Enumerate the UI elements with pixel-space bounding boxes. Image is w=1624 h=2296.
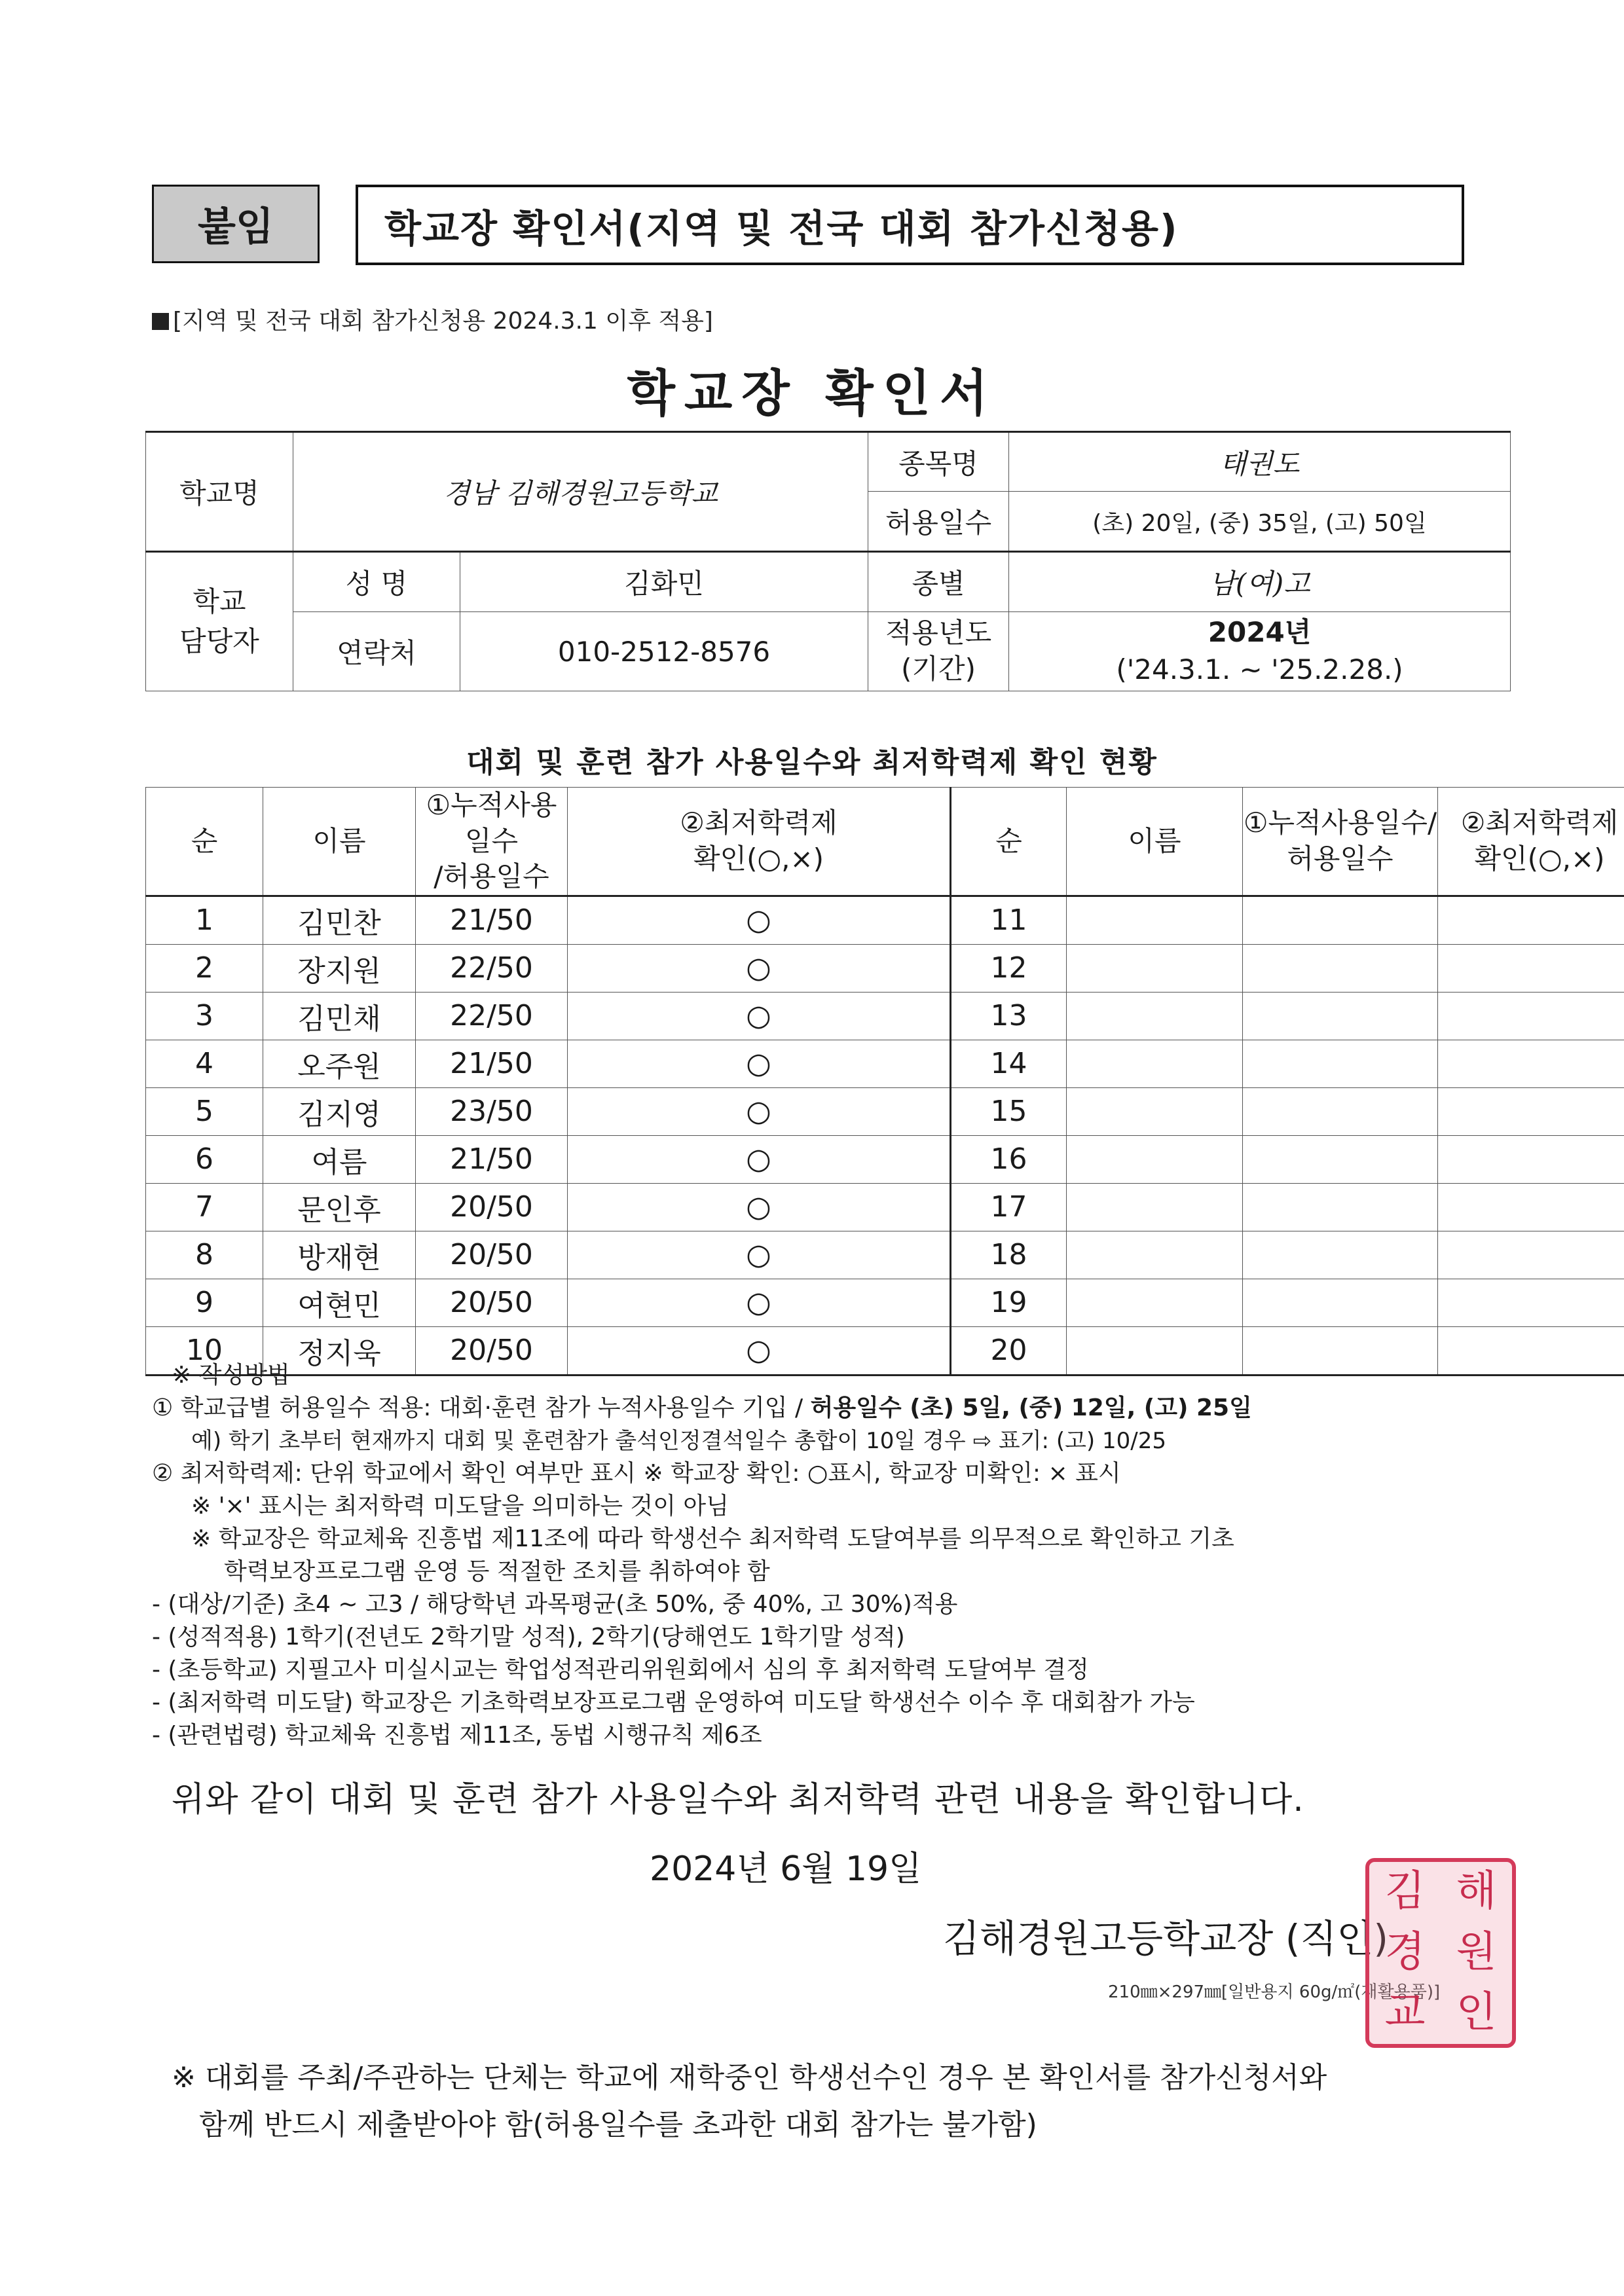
row-name: 장지원 [263,944,416,992]
header-name: 이름 [263,788,416,896]
notes-heading: ※ 작성방법 [172,1362,290,1389]
table-row [146,1231,1624,1279]
row-name-2 [1067,896,1243,944]
row-name-2 [1067,1279,1243,1326]
row-no-2: 16 [951,1135,1067,1183]
header-no-2: 순 [951,788,1067,896]
row-name: 방재현 [263,1231,416,1279]
row-days: 20/50 [416,1183,568,1231]
detail-2: - (성적적용) 1학기(전년도 2학기말 성적), 2학기(당해연도 1학기말 성적) [152,1624,905,1650]
period-value: ('24.3.1. ~ '25.2.28.) [1116,653,1403,685]
table-header-row [146,788,1624,896]
row-no-2: 17 [951,1183,1067,1231]
footer-line-2: 함께 반드시 제출받아야 함(허용일수를 초과한 대회 참가는 불가함) [172,2108,1037,2141]
row-no: 5 [146,1087,263,1135]
row-no: 2 [146,944,263,992]
square-bullet-icon [152,313,169,330]
note-2-b: ※ 학교장은 학교체육 진흥법 제11조에 따라 학생선수 최저학력 도달여부를 의무적으로 확인하고 기초 [191,1525,1234,1552]
detail-4: - (최저학력 미도달) 학교장은 기초학력보장프로그램 운영하여 미도달 학생선수 이수 후 대회참가 가능 [152,1689,1195,1716]
row-days: 20/50 [416,1326,568,1375]
row-no: 4 [146,1040,263,1087]
name-label: 성 명 [293,552,460,612]
table-row [146,992,1624,1040]
note-1 [152,1392,1527,1425]
row-days-2 [1243,1087,1438,1135]
detail-3: - (초등학교) 지필고사 미실시교는 학업성적관리위원회에서 심의 후 최저학력 도달여부 결정 [152,1656,1089,1683]
row-no: 10 [146,1326,263,1375]
row-days-2 [1243,992,1438,1040]
row-days-2 [1243,1183,1438,1231]
allowed-days-label: 허용일수 [868,492,1009,552]
row-check-2 [1438,1231,1624,1279]
row-check: ○ [568,1231,951,1279]
row-name: 김민채 [263,992,416,1040]
year-cell [1009,612,1511,691]
note-1-example: 예) 학기 초부터 현재까지 대회 및 훈련참가 출석인정결석일수 총합이 10일 경우 ⇨ 표기: (고) 10/25 [191,1428,1166,1454]
row-check: ○ [568,1183,951,1231]
row-name-2 [1067,1231,1243,1279]
footer-line-1: ※ 대회를 주최/주관하는 단체는 학교에 재학중인 학생선수인 경우 본 확인서를 참가신청서와 [172,2061,1327,2094]
row-no-2: 20 [951,1326,1067,1375]
row-check-2 [1438,1279,1624,1326]
row-days: 20/50 [416,1231,568,1279]
note-1-bold: 허용일수 (초) 5일, (중) 12일, (고) 25일 [810,1394,1252,1421]
row-no: 9 [146,1279,263,1326]
seal-char: 인 [1456,1988,1497,2037]
row-days: 20/50 [416,1279,568,1326]
year-value: 2024년 [1208,616,1312,649]
confirmation-statement: 위와 같이 대회 및 훈련 참가 사용일수와 최저학력 관련 내용을 확인합니다. [172,1780,1304,1819]
row-no-2: 19 [951,1279,1067,1326]
row-name-2 [1067,1183,1243,1231]
row-check: ○ [568,992,951,1040]
row-check-2 [1438,1040,1624,1087]
signing-date: 2024년 6월 19일 [650,1850,922,1889]
table-row [146,1183,1624,1231]
document-header-title-text: 학교장 확인서(지역 및 전국 대회 참가신청용) [384,206,1179,251]
school-info-table [145,431,1511,691]
header-name-2: 이름 [1067,788,1243,896]
row-name: 여름 [263,1135,416,1183]
note-2: ② 최저학력제: 단위 학교에서 확인 여부만 표시 ※ 학교장 확인: ○표시, 학교장 미확인: × 표시 [152,1460,1121,1487]
header-no: 순 [146,788,263,896]
official-seal [1365,1858,1516,2048]
row-check: ○ [568,1087,951,1135]
school-label: 학교명 [146,432,293,552]
row-no: 3 [146,992,263,1040]
seal-char: 교 [1384,1988,1426,2037]
header-days: ①누적사용일수 /허용일수 [416,788,568,896]
row-days-2 [1243,1231,1438,1279]
table-row [146,1279,1624,1326]
footer-note [172,2054,1327,2149]
document-header-title [356,185,1464,265]
row-name-2 [1067,1135,1243,1183]
seal-char: 경 [1384,1927,1426,1977]
row-check: ○ [568,1135,951,1183]
row-check: ○ [568,1326,951,1375]
name-value: 김화민 [460,552,868,612]
row-name-2 [1067,992,1243,1040]
row-check: ○ [568,944,951,992]
table-row [146,944,1624,992]
row-days-2 [1243,896,1438,944]
table-row [146,1135,1624,1183]
manager-label: 학교 담당자 [146,552,293,691]
apply-note [152,302,713,336]
row-days-2 [1243,1135,1438,1183]
school-value: 경남 김해경원고등학교 [293,432,868,552]
gender-label: 종별 [868,552,1009,612]
sport-label: 종목명 [868,432,1009,492]
row-check-2 [1438,1135,1624,1183]
table-row [146,1087,1624,1135]
row-days-2 [1243,944,1438,992]
principal-signature-line: 김해경원고등학교장 (직인) [943,1916,1389,1961]
row-no-2: 15 [951,1087,1067,1135]
row-name: 여현민 [263,1279,416,1326]
row-days-2 [1243,1040,1438,1087]
attachment-tag-text: 붙임 [198,204,274,250]
note-2-a: ※ '×' 표시는 최저학력 미도달을 의미하는 것이 아님 [191,1493,729,1520]
section-title: 대회 및 훈련 참가 사용일수와 최저학력제 확인 현황 [466,746,1158,779]
apply-note-text: [지역 및 전국 대회 참가신청용 2024.3.1 이후 적용] [173,308,713,335]
attachment-tag [152,185,320,263]
allowed-days-value: (초) 20일, (중) 35일, (고) 50일 [1009,492,1511,552]
detail-5: - (관련법령) 학교체육 진흥법 제11조, 동법 시행규칙 제6조 [152,1722,762,1749]
row-days: 21/50 [416,1135,568,1183]
row-check: ○ [568,896,951,944]
row-no-2: 12 [951,944,1067,992]
note-1-text: ① 학교급별 허용일수 적용: 대회·훈련 참가 누적사용일수 기입 / [152,1394,811,1421]
row-check-2 [1438,992,1624,1040]
row-days: 21/50 [416,1040,568,1087]
row-no-2: 11 [951,896,1067,944]
row-no: 7 [146,1183,263,1231]
contact-value: 010-2512-8576 [460,612,868,691]
row-name: 정지욱 [263,1326,416,1375]
header-check: ②최저학력제 확인(○,×) [568,788,951,896]
seal-char: 김 [1384,1867,1426,1916]
row-name: 김지영 [263,1087,416,1135]
row-no: 1 [146,896,263,944]
row-check-2 [1438,944,1624,992]
page-title: 학교장 확인서 [627,364,997,422]
row-no-2: 18 [951,1231,1067,1279]
gender-value: 남(여)고 [1009,552,1511,612]
row-days: 21/50 [416,896,568,944]
header-days-2: ①누적사용일수/ 허용일수 [1243,788,1438,896]
contact-label: 연락처 [293,612,460,691]
row-days: 22/50 [416,992,568,1040]
seal-char: 해 [1456,1867,1497,1916]
row-check-2 [1438,896,1624,944]
row-no-2: 14 [951,1040,1067,1087]
row-no: 8 [146,1231,263,1279]
row-name-2 [1067,944,1243,992]
row-no-2: 13 [951,992,1067,1040]
row-no: 6 [146,1135,263,1183]
row-name: 문인후 [263,1183,416,1231]
table-row [146,1040,1624,1087]
row-name-2 [1067,1087,1243,1135]
seal-char: 원 [1456,1927,1497,1977]
year-label: 적용년도 (기간) [868,612,1009,691]
athlete-status-table [145,787,1624,1376]
row-check: ○ [568,1279,951,1326]
row-days: 23/50 [416,1087,568,1135]
row-check-2 [1438,1087,1624,1135]
row-check-2 [1438,1183,1624,1231]
detail-1: - (대상/기준) 초4 ~ 고3 / 해당학년 과목평균(초 50%, 중 40%, 고 30%)적용 [152,1591,958,1618]
row-name: 오주원 [263,1040,416,1087]
writing-instructions [152,1359,1527,1752]
note-2-b2: 학력보장프로그램 운영 등 적절한 조치를 취하여야 함 [224,1558,770,1585]
row-days-2 [1243,1279,1438,1326]
header-check-2: ②최저학력제 확인(○,×) [1438,788,1624,896]
paper-spec: 210㎜×297㎜[일반용지 60g/㎡(재활용품)] [1108,1982,1441,2002]
row-name: 김민찬 [263,896,416,944]
table-row [146,896,1624,944]
row-days: 22/50 [416,944,568,992]
row-check: ○ [568,1040,951,1087]
row-name-2 [1067,1040,1243,1087]
sport-value: 태권도 [1009,432,1511,492]
